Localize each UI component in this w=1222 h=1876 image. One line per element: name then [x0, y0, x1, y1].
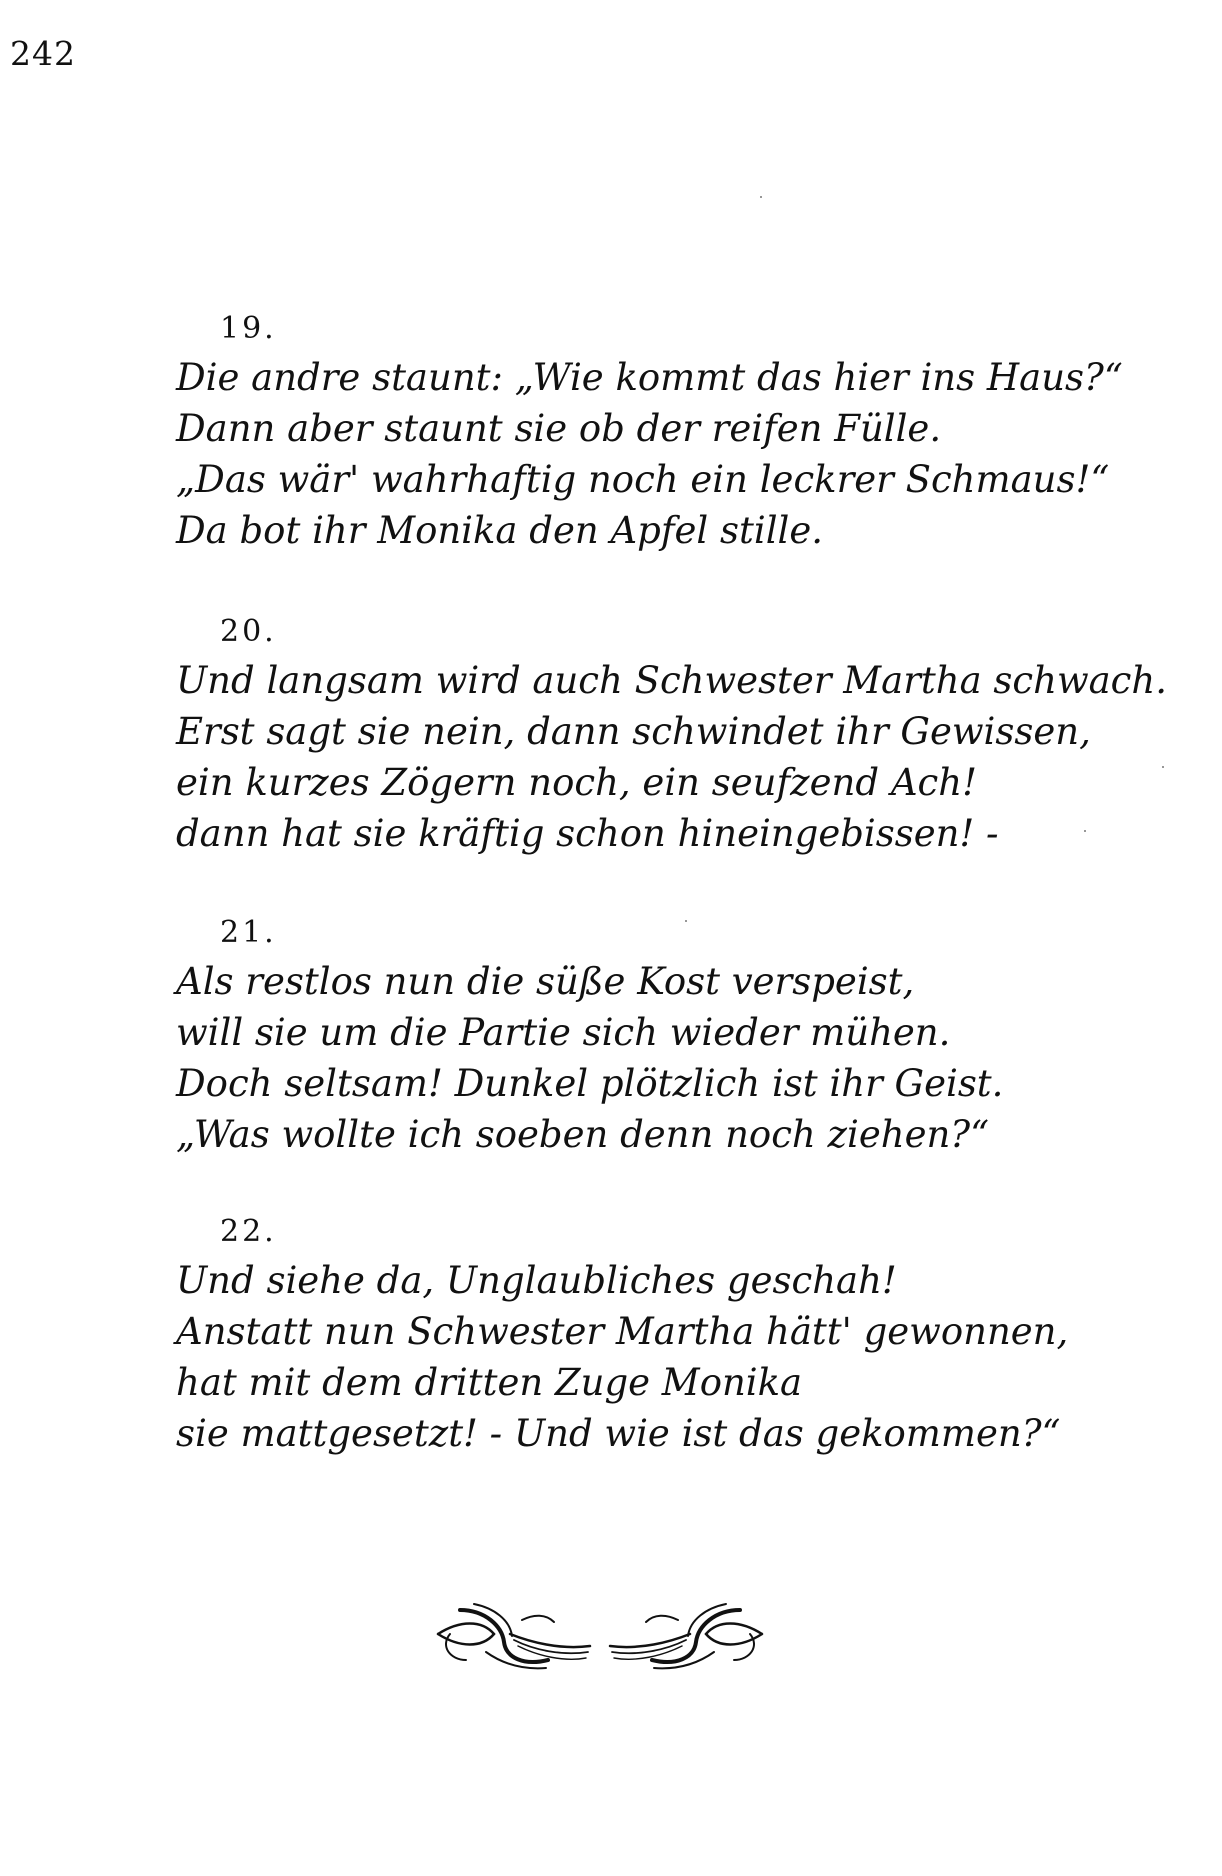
verse-line: will sie um die Partie sich wieder mühen. — [176, 1011, 951, 1054]
stanza-22 — [176, 1209, 1156, 1459]
stanza-number: 21. — [220, 915, 277, 950]
verse-line: dann hat sie kräftig schon hineingebissen! - — [176, 812, 999, 855]
verse-line: sie mattgesetzt! - Und wie ist das gekommen?“ — [176, 1412, 1061, 1455]
verse-line: Doch seltsam! Dunkel plötzlich ist ihr Geist. — [176, 1062, 1004, 1105]
verse-line: ein kurzes Zögern noch, ein seufzend Ach! — [176, 761, 977, 804]
verse-line: Da bot ihr Monika den Apfel stille. — [176, 509, 824, 552]
stanza-19 — [176, 306, 1156, 556]
stanza-20 — [176, 609, 1167, 859]
stanza-21 — [176, 910, 1156, 1160]
verse-line: Erst sagt sie nein, dann schwindet ihr Gewissen, — [176, 710, 1091, 753]
verse-line: Als restlos nun die süße Kost verspeist, — [176, 960, 915, 1003]
print-speck — [1162, 766, 1164, 768]
page-number: 242 — [10, 34, 76, 73]
verse-line: Und siehe da, Unglaubliches geschah! — [176, 1259, 897, 1302]
verse-line: hat mit dem dritten Zuge Monika — [176, 1361, 803, 1404]
stanza-number: 22. — [220, 1214, 277, 1249]
verse-line: „Das wär' wahrhaftig noch ein leckrer Schmaus!“ — [176, 458, 1110, 501]
verse-line: „Was wollte ich soeben denn noch ziehen?“ — [176, 1113, 990, 1156]
verse-line: Anstatt nun Schwester Martha hätt' gewonnen, — [176, 1310, 1069, 1353]
calligraphic-flourish-icon — [430, 1590, 770, 1680]
verse-line: Die andre staunt: „Wie kommt das hier ins Haus?“ — [176, 356, 1123, 399]
stanza-number: 20. — [220, 614, 277, 649]
print-speck — [760, 196, 762, 198]
verse-line: Und langsam wird auch Schwester Martha schwach. — [176, 659, 1167, 702]
stanza-number: 19. — [220, 311, 277, 346]
verse-line: Dann aber staunt sie ob der reifen Fülle. — [176, 407, 942, 450]
